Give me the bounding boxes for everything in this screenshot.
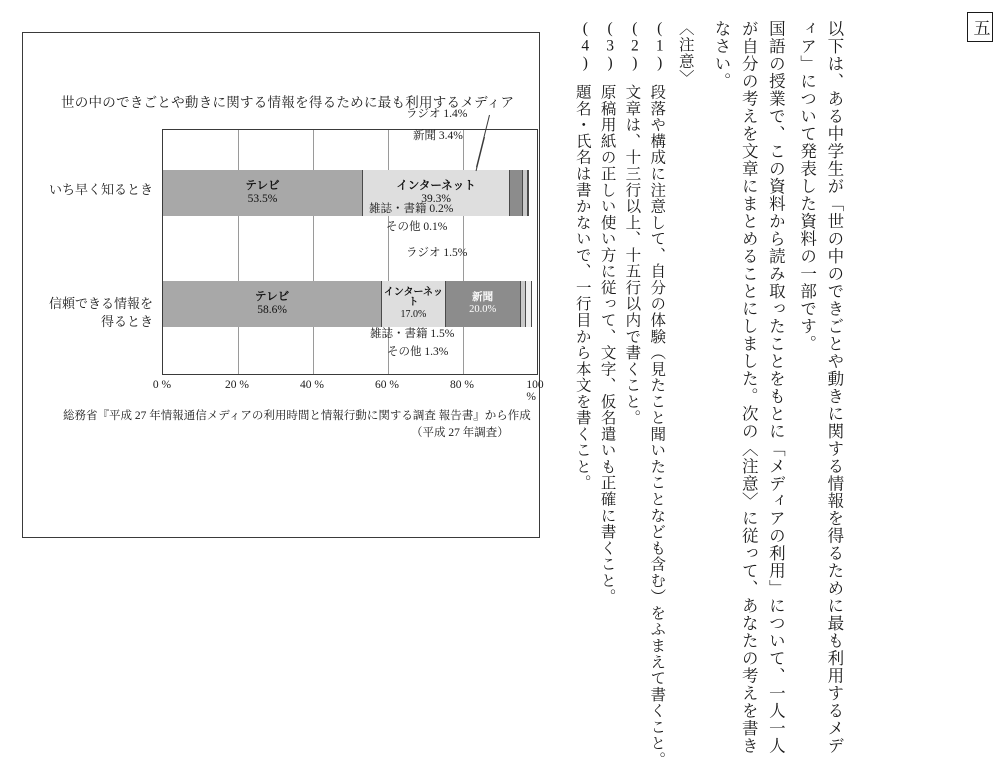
chart-plot-area	[162, 129, 538, 375]
note-text-2: 文章は、十三行以上、十五行以内で書くこと。	[623, 83, 641, 426]
note-text-4: 題名・氏名は書かないで、一行目から本文を書くこと。	[573, 83, 591, 491]
callout-magazine-1: 雑誌・書籍 0.2%	[369, 203, 454, 215]
bar-segment-label: インターネット	[396, 179, 476, 192]
callout-magazine-2: 雑誌・書籍 1.5%	[370, 328, 455, 340]
note-item-3	[594, 8, 619, 768]
bar-segment-value: 20.0%	[469, 304, 497, 315]
bar-row-label-2-line1: 信頼できる情報を得るとき	[48, 296, 153, 329]
bar-segment-label: インターネット	[383, 286, 443, 309]
callout-radio-2: ラジオ 1.5%	[406, 247, 468, 259]
callout-newspaper-1: 新聞 3.4%	[413, 130, 463, 142]
section-number: 五	[967, 12, 993, 42]
bar-row-label-2	[43, 295, 153, 330]
xtick-100: 100 %	[526, 379, 544, 403]
vertical-text-pane	[563, 0, 1003, 781]
bar-segment-label: テレビ	[254, 290, 290, 303]
figure-source	[63, 408, 531, 443]
note-number-3: (3)	[601, 20, 619, 72]
bar-segment-label: 新聞	[472, 291, 494, 303]
xtick-20: 20 %	[225, 379, 249, 391]
xtick-80: 80 %	[450, 379, 474, 391]
note-item-1	[643, 8, 668, 768]
bar-segment-label: テレビ	[245, 179, 280, 192]
note-item-2	[619, 8, 644, 768]
figure-container	[22, 32, 544, 538]
notes-heading: 〈注意〉	[676, 20, 694, 86]
bar-segment-internet-2	[382, 281, 446, 327]
figure-source-line2: （平成 27 年調査）	[410, 427, 509, 440]
bar-segment-newspaper-2	[446, 281, 521, 327]
callout-other-2: その他 1.3%	[387, 346, 449, 358]
bar-segment-tv-2	[163, 281, 382, 327]
table-row	[163, 281, 537, 327]
bar-segment-tv-1	[163, 170, 363, 216]
gridline-20	[238, 130, 239, 374]
bar-segment-value: 39.3%	[421, 193, 451, 205]
bar-segment-value: 58.6%	[257, 304, 287, 316]
figure-title: 世の中のできごとや動きに関する情報を得るために最も利用するメディア	[61, 95, 515, 110]
callout-other-1: その他 0.1%	[386, 221, 448, 233]
note-item-4	[569, 8, 594, 768]
table-row	[163, 170, 537, 216]
figure-source-line1: 総務省『平成 27 年情報通信メディアの利用時間と情報行動に関する調査 報告書』から作成	[63, 410, 531, 422]
note-number-2: (2)	[626, 20, 644, 72]
bar-row-label-1: いち早く知るとき	[48, 182, 153, 197]
note-text-1: 段落や構成に注意して、自分の体験（見たこと聞いたことなども含む）をふまえて書くこと。	[648, 83, 666, 768]
prompt-line-1: 以下は、ある中学生が「世の中のできごとや動きに関する情報を得るために最も利用するメディア」について発表した資料の一部です。	[797, 20, 844, 755]
xtick-0: 0 %	[152, 379, 172, 391]
prompt-line-2: 国語の授業で、この資料から読み取ったことをもとに「メディアの利用」について、一人一人が自分の考えを文章にまとめることにしました。次の〈注意〉に従って、あなたの考えを書きなさい。	[711, 20, 786, 755]
gridline-40	[313, 130, 314, 374]
note-number-1: (1)	[651, 20, 669, 72]
note-text-3: 原稿用紙の正しい使い方に従って、文字、仮名遣いも正確に書くこと。	[598, 83, 616, 605]
callout-radio-1: ラジオ 1.4%	[406, 108, 468, 120]
bar-segment-value: 53.5%	[247, 193, 278, 205]
bar-segment-newspaper-1	[510, 170, 523, 216]
xtick-40: 40 %	[300, 379, 324, 391]
xtick-60: 60 %	[375, 379, 399, 391]
note-number-4: (4)	[576, 20, 594, 72]
bar-segment-value: 17.0%	[400, 308, 427, 320]
bar-segment-other-2	[532, 281, 537, 327]
